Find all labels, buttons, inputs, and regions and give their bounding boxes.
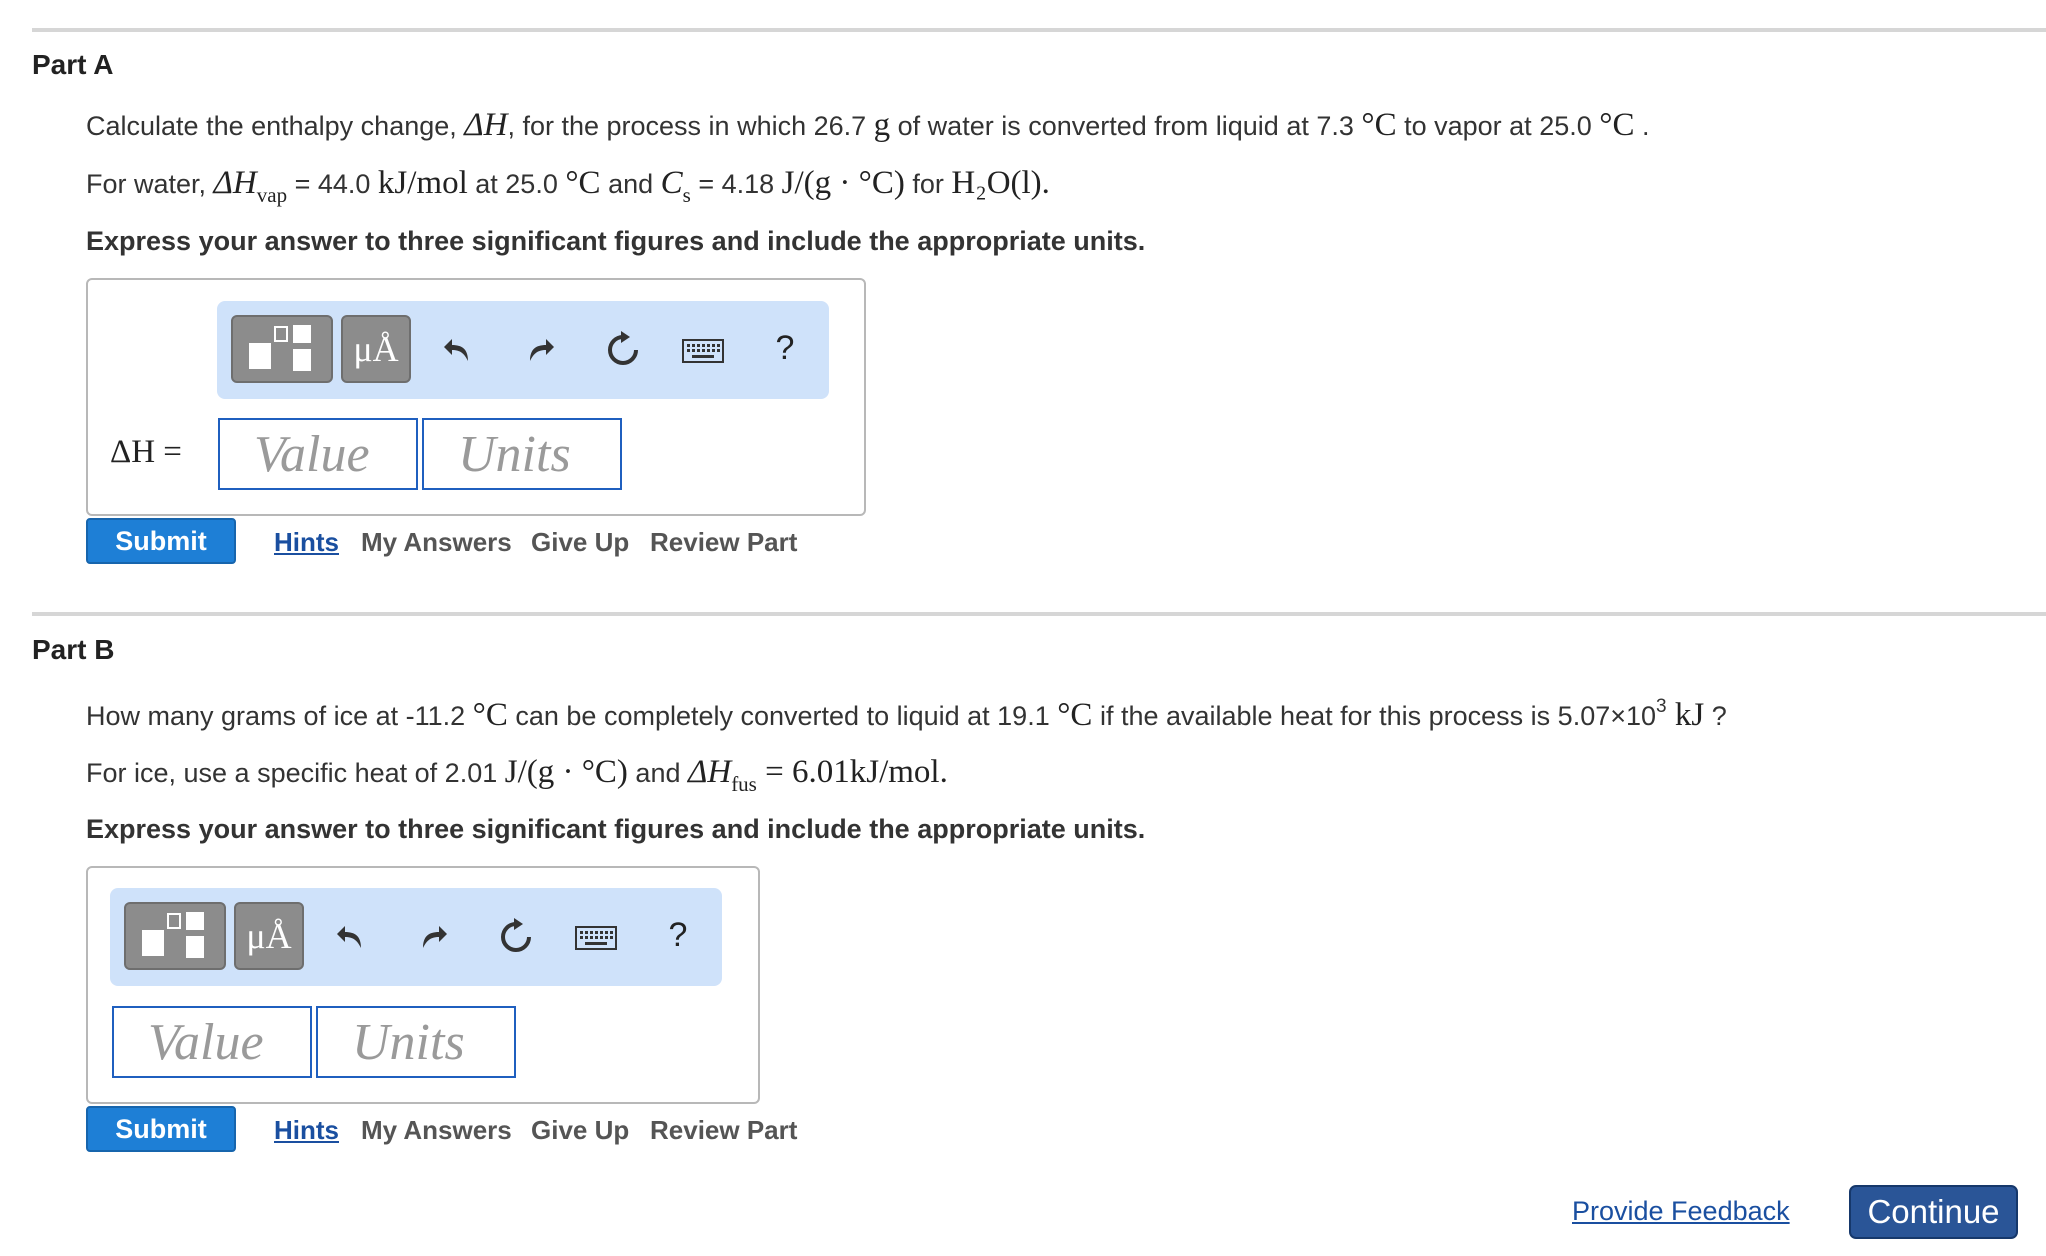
help-button[interactable]: ? <box>668 915 688 954</box>
q-math: C <box>660 165 683 201</box>
q-superscript: 3 <box>1656 696 1667 717</box>
part-b-question-line-1 <box>86 696 1727 734</box>
reset-icon[interactable] <box>601 325 645 375</box>
undo-icon[interactable] <box>439 325 479 375</box>
q-math: °C <box>565 165 601 201</box>
q-text: and <box>627 758 688 788</box>
redo-icon[interactable] <box>412 912 452 962</box>
q-text: . <box>1634 111 1650 141</box>
q-math: °C <box>1361 107 1397 143</box>
q-math: J/(g · °C) <box>504 754 628 790</box>
help-button[interactable]: ? <box>775 328 795 367</box>
undo-icon[interactable] <box>332 912 372 962</box>
q-math: H₂O(l). <box>951 165 1050 201</box>
part-a-submit-button[interactable]: Submit <box>86 518 236 564</box>
part-a-toolbar <box>217 301 829 399</box>
review-part-link[interactable]: Review Part <box>650 527 798 557</box>
part-a-links <box>0 527 900 561</box>
part-b-value-input[interactable] <box>112 1006 312 1078</box>
reset-icon[interactable] <box>494 912 538 962</box>
mu-angstrom-icon: μÅ <box>246 916 292 956</box>
units-symbol-button[interactable] <box>234 902 304 970</box>
q-math: °C <box>1057 697 1093 733</box>
part-a-instruction: Express your answer to three significant figures and include the appropriate units. <box>86 226 1146 256</box>
q-text: = 4.18 <box>690 169 782 199</box>
part-a-title: Part A <box>32 49 114 80</box>
q-text: at 25.0 <box>467 169 566 199</box>
q-math: kJ/mol <box>377 165 468 201</box>
part-b-units-input[interactable] <box>316 1006 516 1078</box>
q-text: , for the process in which 26.7 <box>507 111 874 141</box>
q-text: if the available heat for this process is 5.07×10 <box>1092 701 1657 731</box>
q-text: for <box>904 169 952 199</box>
templates-button[interactable] <box>231 315 333 383</box>
hints-link[interactable]: Hints <box>274 527 339 557</box>
part-a-value-input[interactable] <box>218 418 418 490</box>
q-text: For ice, use a specific heat of 2.01 <box>86 758 505 788</box>
q-math: kJ <box>1666 697 1705 733</box>
keyboard-icon[interactable] <box>574 918 618 958</box>
templates-icon <box>233 317 331 381</box>
q-math: ΔH <box>213 165 257 201</box>
mu-angstrom-icon: μÅ <box>353 329 399 369</box>
part-a-units-input[interactable] <box>422 418 622 490</box>
q-math: ΔH <box>687 754 732 790</box>
my-answers-link[interactable]: My Answers <box>361 527 512 557</box>
delta-h-label: ΔH = <box>110 434 182 470</box>
redo-icon[interactable] <box>519 325 559 375</box>
continue-button[interactable]: Continue <box>1849 1185 2018 1239</box>
q-math: J/(g · °C) <box>781 165 905 201</box>
templates-button[interactable] <box>124 902 226 970</box>
q-text: of water is converted from liquid at 7.3 <box>890 111 1362 141</box>
q-math: g <box>873 107 891 143</box>
part-b-title: Part B <box>32 634 115 665</box>
q-math: °C <box>472 697 508 733</box>
part-a-question-line-2 <box>86 165 1050 208</box>
q-subscript: vap <box>256 183 288 207</box>
part-b-instruction: Express your answer to three significant figures and include the appropriate units. <box>86 814 1146 844</box>
q-text: For water, <box>86 169 214 199</box>
q-math: ΔH <box>464 107 508 143</box>
part-b-links <box>0 1115 900 1149</box>
q-math: °C <box>1599 107 1635 143</box>
q-text: and <box>600 169 661 199</box>
q-subscript: s <box>682 183 691 207</box>
q-subscript: fus <box>731 772 757 796</box>
hints-link[interactable]: Hints <box>274 1115 339 1145</box>
part-b-divider <box>32 612 2046 616</box>
q-text: = 44.0 <box>287 169 378 199</box>
part-b-toolbar <box>110 888 722 986</box>
units-symbol-button[interactable] <box>341 315 411 383</box>
give-up-link[interactable]: Give Up <box>531 1115 630 1145</box>
q-text: Calculate the enthalpy change, <box>86 111 465 141</box>
provide-feedback-link[interactable]: Provide Feedback <box>1572 1196 1790 1226</box>
q-math: = 6.01kJ/mol. <box>756 754 948 790</box>
templates-icon <box>126 904 224 968</box>
part-b-submit-button[interactable]: Submit <box>86 1106 236 1152</box>
my-answers-link[interactable]: My Answers <box>361 1115 512 1145</box>
review-part-link[interactable]: Review Part <box>650 1115 798 1145</box>
q-text: How many grams of ice at -11.2 <box>86 701 473 731</box>
q-text: to vapor at 25.0 <box>1396 111 1600 141</box>
give-up-link[interactable]: Give Up <box>531 527 630 557</box>
q-text: ? <box>1704 701 1727 731</box>
q-text: can be completely converted to liquid at 19.1 <box>507 701 1058 731</box>
keyboard-icon[interactable] <box>681 331 725 371</box>
part-a-question-line-1 <box>86 107 1649 144</box>
part-b-question-line-2 <box>86 754 948 797</box>
part-a-divider <box>32 28 2046 32</box>
